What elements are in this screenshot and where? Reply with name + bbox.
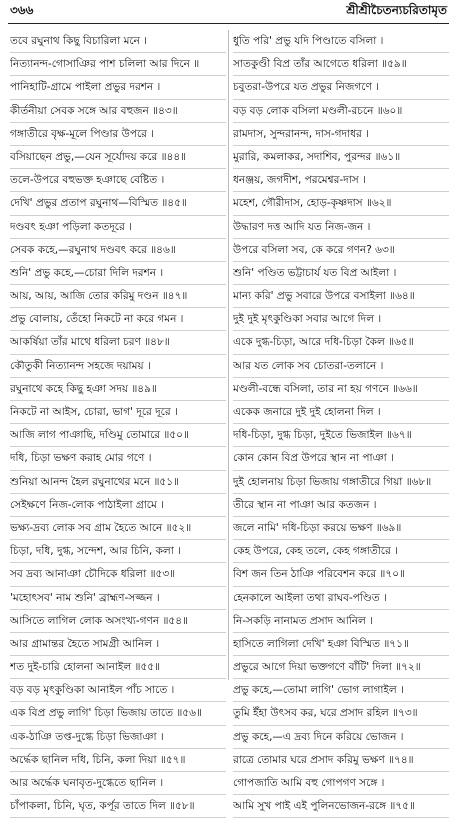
verse-line: একেক জনারে দুই দুই হোলনা দিল । [233, 401, 449, 424]
verse-line: নি-সকড়ি নানামত প্রসাদ আনিল । [233, 610, 449, 633]
verse-line: দেখি' প্রভুর প্রতাপ রঘুনাথ—বিস্মিত ॥৪৫॥ [10, 192, 226, 215]
column-divider [228, 30, 229, 680]
verse-line: আর গ্রামান্তর হৈতে সামগ্রী আনিল । [10, 633, 226, 656]
verse-line: গঙ্গাতীরে বৃক্ষ-মূলে পিণ্ডার উপরে । [10, 123, 226, 146]
verse-line: কৌতুকী নিত্যানন্দ সহজে দয়াময় । [10, 355, 226, 378]
verse-line: নিত্যানন্দ-গোসাঞির পাশ চলিলা আর দিনে ॥ [10, 53, 226, 76]
verse-line: আজি লাগ পাঞাছি, দণ্ডিমু তোমারে ॥৫০॥ [10, 424, 226, 447]
verse-line: তবে রঘুনাথ কিছু বিচারিলা মনে । [10, 30, 226, 53]
verse-line: ধনঞ্জয়, জগদীশ, পরমেশ্বর-দাস । [233, 169, 449, 192]
verse-line: কেহ উপরে, কেহ তলে, কেহ গঙ্গাতীরে । [233, 540, 449, 563]
verse-line: প্রভুরে আগে দিয়া ভক্তগণে বাঁটি' দিলা ॥৭২॥ [233, 656, 449, 679]
verse-line: নিকটে না আইস, চোরা, ভাগ' দূরে দূরে । [10, 401, 226, 424]
verse-line: মণ্ডলী-বন্ধে বসিলা, তার না হয় গণনে ॥৬৬॥ [233, 378, 449, 401]
verse-line: একে দুগ্ধ-চিড়া, আরে দধি-চিড়া কৈল ॥৬৫॥ [233, 331, 449, 354]
verse-line: দুই দুই মৃৎকুণ্ডিকা সবার আগে দিল । [233, 308, 449, 331]
verse-line: মান্য করি' প্রভু সবারে উপরে বসাইলা ॥৬৪॥ [233, 285, 449, 308]
verse-line: তীরে স্থান না পাঞা আর কতজন । [233, 494, 449, 517]
right-column [233, 30, 449, 818]
verse-line: দণ্ডবৎ হঞা পড়িলা কতদূরে । [10, 216, 226, 239]
verse-line: সব দ্রব্য আনাঞা চৌদিকে ধরিলা ॥৫৩॥ [10, 563, 226, 586]
verse-line: জলে নামি' দধি-চিড়া করয়ে ভক্ষণ ॥৬৯॥ [233, 517, 449, 540]
verse-line: দধি-চিড়া, দুগ্ধ চিড়া, দুইতে ভিজাইল ॥৬৭॥ [233, 424, 449, 447]
verse-line: চাঁপাকলা, চিনি, ঘৃত, কর্পূর তাতে দিল ॥৫৮॥ [10, 795, 226, 818]
verse-line: আর যত লোক সব চোতরা-তলানে । [233, 355, 449, 378]
verse-line: প্রভু কহে,—তোমা লাগি' ভোগ লাগাইল । [233, 679, 449, 702]
verse-line: রঘুনাথে কহে কিছু হঞা সদয় ॥৪৯॥ [10, 378, 226, 401]
verse-line: কোন কোন বিপ্র উপরে স্থান না পাঞা । [233, 447, 449, 470]
verse-line: 'মহোৎসব' নাম শুনি' ব্রাহ্মণ-সজ্জন । [10, 587, 226, 610]
verse-line: তুমি ইঁহা উৎসব কর, ঘরে প্রসাদ রহিল ॥৭৩॥ [233, 702, 449, 725]
verse-line: বিশ জন তিন ঠাঞি পরিবেশন করে ॥৭০॥ [233, 563, 449, 586]
verse-line: শুনিয়া আনন্দ হৈল রঘুনাথের মনে ॥৫১॥ [10, 471, 226, 494]
book-title: শ্রীশ্রীচৈতন্যচরিতামৃত [346, 3, 447, 17]
verse-line: হাসিতে লাগিলা দেখি' হঞা বিস্মিত ॥৭১॥ [233, 633, 449, 656]
page-number: ৩৬৬ [10, 3, 34, 17]
verse-line: আকর্ষিয়া তাঁর মাথে ধরিলা চরণ ॥৪৮॥ [10, 331, 226, 354]
verse-line: হেনকালে আইলা তথা রাঘব-পণ্ডিত । [233, 587, 449, 610]
verse-line: দুই হোলনায় চিড়া ভিজায় গঙ্গাতীরে গিয়া ॥৬৮॥ [233, 471, 449, 494]
verse-line: তলে-উপরে বহুভক্ত হঞাছে বেষ্টিত । [10, 169, 226, 192]
page-header [10, 2, 447, 22]
verse-line: প্রভু কহে,—এ দ্রব্য দিনে করিয়ে ভোজন । [233, 726, 449, 749]
verse-line: কীর্তনীয়া সেবক সঙ্গে আর বহুজন ॥৪৩॥ [10, 100, 226, 123]
verse-line: শত দুই-চারি হোলনা আনাইল ॥৫৫॥ [10, 656, 226, 679]
verse-line: মহেশ, গৌরীদাস, হোড়-কৃষ্ণদাস ॥৬২॥ [233, 192, 449, 215]
verse-line: আর অর্দ্ধেক ঘনাবৃত-দুগ্ধেতে ছানিল । [10, 772, 226, 795]
verse-line: দধি, চিড়া ভক্ষণ করাহ মোর গণে । [10, 447, 226, 470]
verse-line: শুনি' প্রভু কহে,—চোরা দিলি দরশন । [10, 262, 226, 285]
verse-line: এক-ঠাঞি তপ্ত-দুগ্ধে চিড়া ভিজাঞা । [10, 726, 226, 749]
verse-line: উদ্ধারণ দত্ত আদি যত নিজ-জন । [233, 216, 449, 239]
verse-line: ভক্ষ্য-দ্রব্য লোক সব গ্রাম হৈতে আনে ॥৫২॥ [10, 517, 226, 540]
verse-line: এক বিপ্র প্রভু লাগি' চিড়া ভিজায় তাতে ॥৫৬॥ [10, 702, 226, 725]
verse-line: বড় বড় লোক বসিলা মণ্ডলী-রচনে ॥৬০॥ [233, 100, 449, 123]
verse-line: সাতকুণ্ডী বিপ্র তাঁর আগেতে ধরিলা ॥৫৯॥ [233, 53, 449, 76]
verse-line: বড় বড় মৃৎকুণ্ডিকা আনাইল পাঁচ সাতে । [10, 679, 226, 702]
verse-line: মুরারি, কমলাকর, সদাশিব, পুরন্দর ॥৬১॥ [233, 146, 449, 169]
verse-line: আয়, আয়, আজি তোর করিমু দণ্ডন ॥৪৭॥ [10, 285, 226, 308]
verse-line: শুনি' পণ্ডিত ভট্টাচার্য যত বিপ্র আইলা । [233, 262, 449, 285]
verse-line: অর্দ্ধেক ছানিল দধি, চিনি, কলা দিয়া ॥৫৭॥ [10, 749, 226, 772]
header-rule [8, 23, 449, 24]
verse-line: চিড়া, দধি, দুগ্ধ, সন্দেশ, আর চিনি, কলা । [10, 540, 226, 563]
verse-line: সেবক কহে,—রঘুনাথ দণ্ডবৎ করে ॥৪৬॥ [10, 239, 226, 262]
verse-line: উপরে বসিলা সব, কে করে গণন? ৬৩॥ [233, 239, 449, 262]
verse-line: ধুতি পরি' প্রভু যদি পিণ্ডাতে বসিলা । [233, 30, 449, 53]
verse-line: প্রভু বোলায়, তেঁহো নিকটে না করে গমন । [10, 308, 226, 331]
verse-line: আসিতে লাগিল লোক অসংখ্য-গণন ॥৫৪॥ [10, 610, 226, 633]
verse-line: চবুতরা-উপরে যত প্রভুর নিজগণে । [233, 76, 449, 99]
verse-line: রাত্রে তোমার ঘরে প্রসাদ করিমু ভক্ষণ ॥৭৪॥ [233, 749, 449, 772]
verse-line: গোপজাতি আমি বহু গোপগণ সঙ্গে । [233, 772, 449, 795]
verse-line: বসিয়াছেন প্রভু,—যেন সূর্যোদয় করে ॥৪৪॥ [10, 146, 226, 169]
verse-line: সেইক্ষণে নিজ-লোক পাঠাইলা গ্রামে । [10, 494, 226, 517]
left-column [10, 30, 226, 818]
verse-line: রামদাস, সুন্দরানন্দ, দাস-গদাধর । [233, 123, 449, 146]
verse-line: আমি সুখ পাই এই পুলিনভোজন-রঙ্গে ॥৭৫॥ [233, 795, 449, 818]
verse-line: পানিহাটি-গ্রামে পাইলা প্রভুর দরশন । [10, 76, 226, 99]
